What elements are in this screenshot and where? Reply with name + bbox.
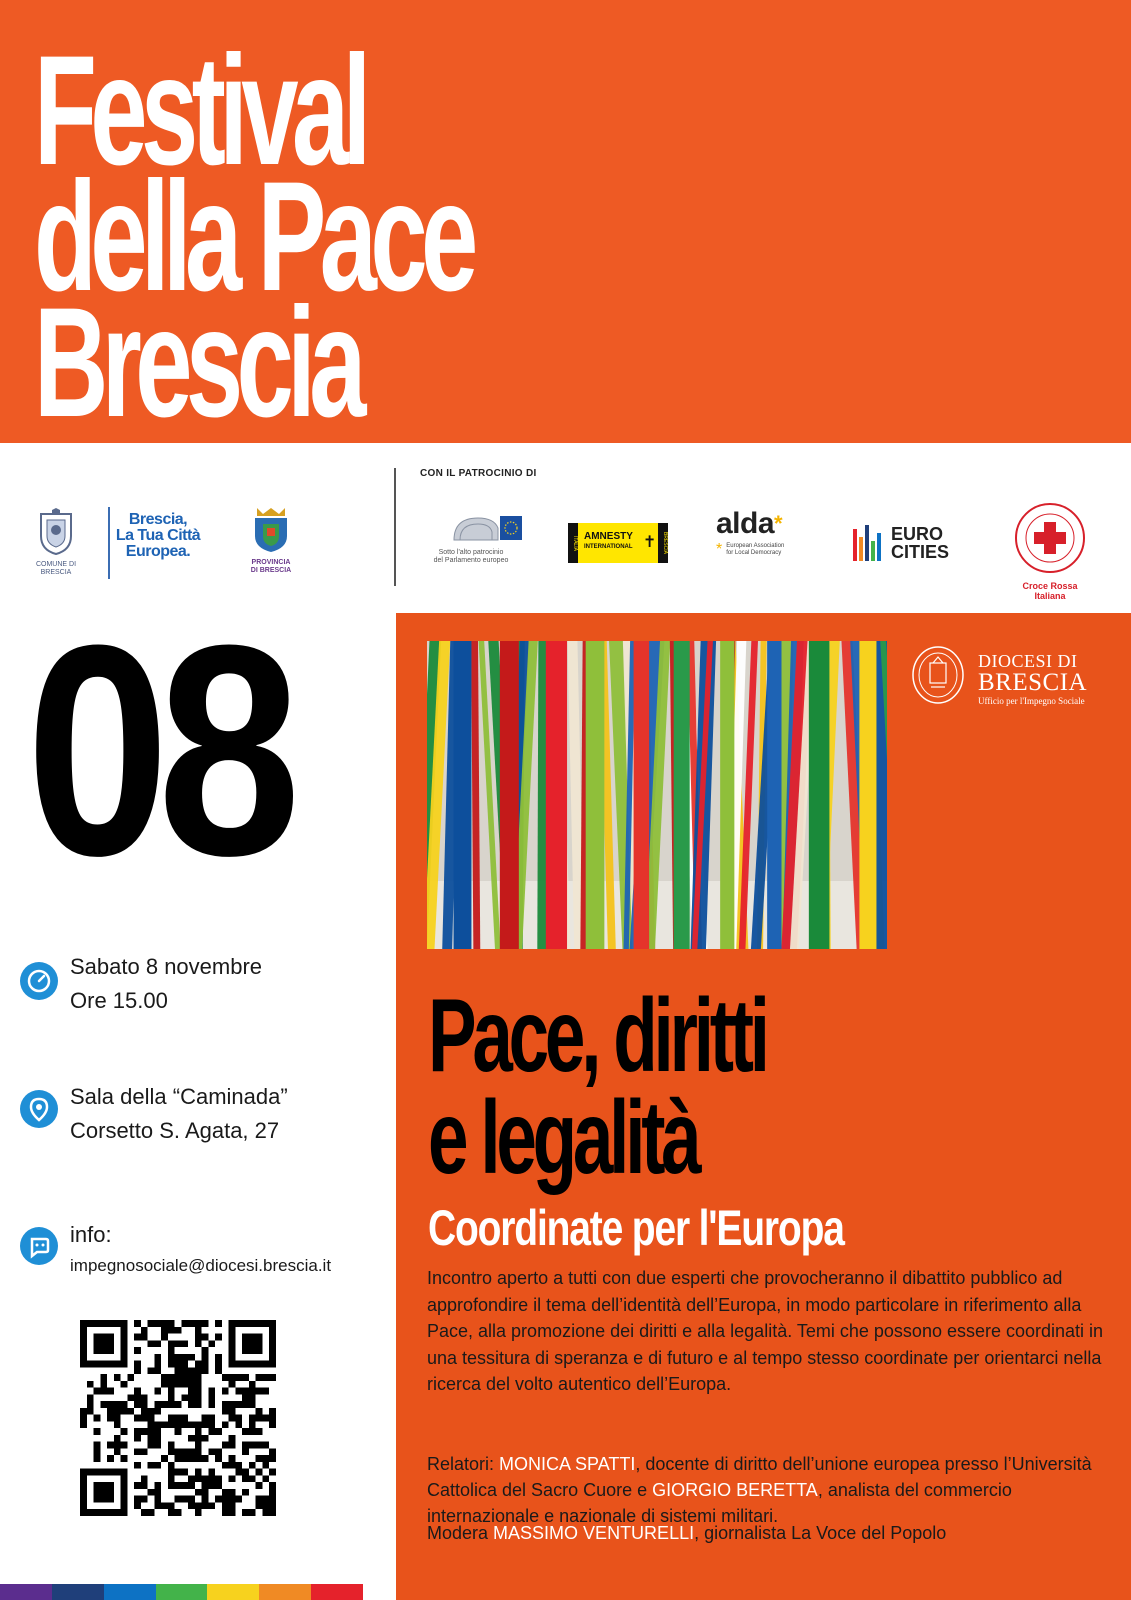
speakers-paragraph — [427, 1451, 1117, 1529]
parlamento-line-1: Sotto l'alto patrocinio — [438, 549, 504, 556]
eurocities-line-2: CITIES — [891, 542, 950, 562]
event-address: Corsetto S. Agata, 27 — [70, 1118, 280, 1143]
clock-icon — [20, 962, 58, 1000]
moderator-line — [427, 1522, 1117, 1544]
event-date: Sabato 8 novembre — [70, 954, 263, 979]
diocesi-line-1: DIOCESI DI — [978, 651, 1078, 671]
pole-front — [454, 641, 472, 949]
pole-front — [674, 641, 690, 949]
pole-front — [859, 641, 876, 949]
pole-front — [767, 641, 781, 949]
comune-crest-icon — [33, 508, 79, 556]
provincia-line-2: DI BRESCIA — [250, 567, 292, 574]
pole-front — [720, 641, 734, 949]
diocesi-seal-icon — [911, 645, 965, 705]
provincia-line-1: PROVINCIA — [251, 559, 291, 566]
stripe-4 — [156, 1584, 208, 1600]
event-location — [70, 1080, 288, 1148]
provincia-brescia-logo — [245, 506, 297, 575]
location-pin-icon — [20, 1090, 58, 1128]
brescia-europea-logo — [112, 512, 204, 560]
patronage-divider — [394, 468, 396, 586]
moderator-prefix: Modera — [427, 1523, 494, 1543]
pole-front — [586, 641, 605, 949]
info-label: info: — [70, 1222, 112, 1247]
festival-title-line-3: Brescia — [34, 276, 360, 450]
eurocities-bars-icon — [853, 525, 885, 561]
pole-front — [546, 641, 567, 949]
pole-front — [809, 641, 830, 949]
patronage-label: CON IL PATROCINIO DI — [420, 468, 537, 479]
amnesty-side-left: ITALIA — [572, 535, 578, 551]
chat-icon — [20, 1227, 58, 1265]
amnesty-logo — [568, 523, 668, 563]
moderator-name: MASSIMO VENTURELLI — [493, 1523, 695, 1543]
event-date-time — [70, 950, 262, 1018]
pole-front — [634, 641, 650, 949]
stripe-2 — [52, 1584, 104, 1600]
comune-label: COMUNE DI BRESCIA — [35, 561, 77, 576]
info-email[interactable]: impegnosociale@diocesi.brescia.it — [70, 1256, 332, 1275]
color-stripes — [0, 1584, 363, 1600]
diocesi-line-3: Ufficio per l'Impegno Sociale — [978, 696, 1085, 706]
talk-subtitle: Coordinate per l'Europa — [428, 1200, 844, 1256]
speaker-1-name: MONICA SPATTI — [499, 1454, 636, 1474]
header-banner — [0, 0, 1131, 450]
amnesty-line-1: AMNESTY — [584, 531, 633, 542]
alda-logo — [716, 508, 806, 557]
croce-rossa-label: Croce Rossa Italiana — [1022, 581, 1078, 601]
provincia-crest-icon — [245, 506, 297, 554]
stripe-5 — [207, 1584, 259, 1600]
parliament-icon — [420, 510, 522, 544]
brescia-europea-line-2: La Tua Città — [115, 527, 201, 544]
alda-star-icon: * — [774, 511, 783, 536]
pole-front — [500, 641, 519, 949]
stripe-3 — [104, 1584, 156, 1600]
alda-sub-line-2: for Local Democracy — [726, 550, 782, 556]
alda-sub-line-1: European Association — [726, 543, 785, 549]
speaker-2-name: GIORGIO BERETTA — [652, 1480, 818, 1500]
alda-small-star-icon: * — [716, 541, 723, 558]
talk-title-line-1: Pace, diritti — [428, 978, 766, 1094]
event-time: Ore 15.00 — [70, 988, 168, 1013]
eurocities-line-1: EURO — [891, 524, 944, 544]
qr-code[interactable] — [80, 1320, 276, 1516]
alda-wordmark: alda — [716, 507, 775, 540]
speaker-1-role: , docente di diritto dell’unione europea presso l’Università Cattolica del Sacro Cuore e — [427, 1454, 1092, 1500]
speaker-2-role: , analista del commercio internazionale e nazionale di sistemi militari. — [427, 1480, 1012, 1526]
stripe-6 — [259, 1584, 311, 1600]
talk-title-line-2: e legalità — [428, 1080, 698, 1196]
diocesi-logo-text — [978, 650, 1087, 708]
patron-divider — [108, 507, 110, 579]
brescia-europea-line-3: Europea. — [125, 543, 191, 560]
brescia-europea-line-1: Brescia, — [128, 511, 188, 528]
candle-icon: ✝ — [643, 534, 657, 551]
diocesi-line-2: BRESCIA — [978, 669, 1088, 696]
stripe-1 — [0, 1584, 52, 1600]
croce-rossa-logo — [1010, 502, 1090, 601]
festival-title-line-2: della Pace — [34, 150, 472, 324]
colored-poles-photo — [427, 641, 887, 949]
festival-title-line-1: Festival — [34, 24, 365, 198]
amnesty-side-right: BRESCIA — [662, 532, 668, 554]
red-cross-icon — [1014, 502, 1086, 574]
stripe-7 — [311, 1584, 363, 1600]
moderator-role: , giornalista La Voce del Popolo — [694, 1523, 947, 1543]
comune-brescia-logo — [33, 508, 79, 577]
talk-description: Incontro aperto a tutti con due esperti che provocheranno il dibattito pubblico ad approfondire il tema dell’identità dell’Europa, in modo particolare in riferimento alla Pace, alla promozione dei diritti e alla legalità. Temi che possono essere coordinati in una tessitura di speranza e di futuro e al tempo stesso coordinate per orientarci nella ricerca del volto autentico dell’Europa. — [427, 1268, 1104, 1394]
speakers-prefix: Relatori: — [427, 1454, 500, 1474]
amnesty-line-2: INTERNATIONAL — [584, 544, 633, 550]
parlamento-europeo-logo — [420, 510, 522, 565]
event-day-number: 08 — [26, 582, 289, 918]
event-venue: Sala della “Caminada” — [70, 1084, 288, 1109]
parlamento-line-2: del Parlamento europeo — [433, 557, 509, 564]
